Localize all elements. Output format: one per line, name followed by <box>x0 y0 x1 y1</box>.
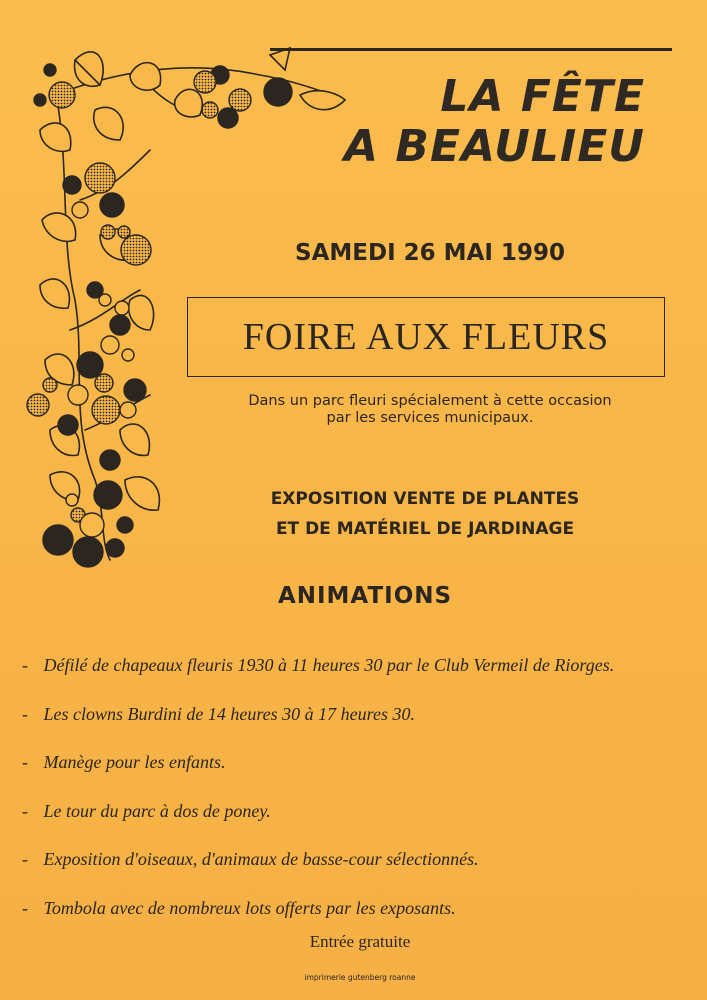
activity-text: Manège pour les enfants. <box>43 752 226 773</box>
list-item <box>22 704 702 753</box>
activity-text: Exposition d'oiseaux, d'animaux de basse-cour sélectionnés. <box>43 849 479 870</box>
top-divider-line <box>270 48 672 51</box>
list-item <box>22 801 702 850</box>
title-line-2: A BEAULIEU <box>344 121 645 172</box>
activities-list <box>22 655 702 947</box>
activity-text: Les clowns Burdini de 14 heures 30 à 17 heures 30. <box>43 703 415 724</box>
dash-icon: - <box>22 800 28 821</box>
dash-icon: - <box>22 897 28 918</box>
main-event-title: FOIRE AUX FLEURS <box>242 316 610 358</box>
dash-icon: - <box>22 703 28 724</box>
animations-heading: ANIMATIONS <box>277 583 453 609</box>
activity-text: Le tour du parc à dos de poney. <box>43 800 271 821</box>
exhibition-heading <box>215 484 635 544</box>
list-item <box>22 655 702 704</box>
page-title <box>344 72 645 172</box>
dash-icon: - <box>22 655 28 675</box>
event-description <box>210 393 650 427</box>
event-date: SAMEDI 26 MAI 1990 <box>295 240 565 266</box>
exhibition-line-2: ET DE MATÉRIEL DE JARDINAGE <box>275 519 575 539</box>
exhibition-line-1: EXPOSITION VENTE DE PLANTES <box>270 489 580 509</box>
description-line-2: par les services municipaux. <box>326 410 534 426</box>
activity-text: Tombola avec de nombreux lots offerts par les exposants. <box>43 897 456 918</box>
printer-credit: imprimerie gutenberg roanne <box>304 973 416 982</box>
title-line-1: LA FÊTE <box>440 71 645 122</box>
list-item <box>22 752 702 801</box>
dash-icon: - <box>22 752 28 773</box>
description-line-1: Dans un parc fleuri spécialement à cette occasion <box>248 393 612 409</box>
list-item <box>22 849 702 898</box>
entry-note: Entrée gratuite <box>309 932 411 951</box>
dash-icon: - <box>22 849 28 870</box>
activity-text: Défilé de chapeaux fleuris 1930 à 11 heures 30 par le Club Vermeil de Riorges. <box>43 655 615 675</box>
main-event-box <box>187 297 665 377</box>
